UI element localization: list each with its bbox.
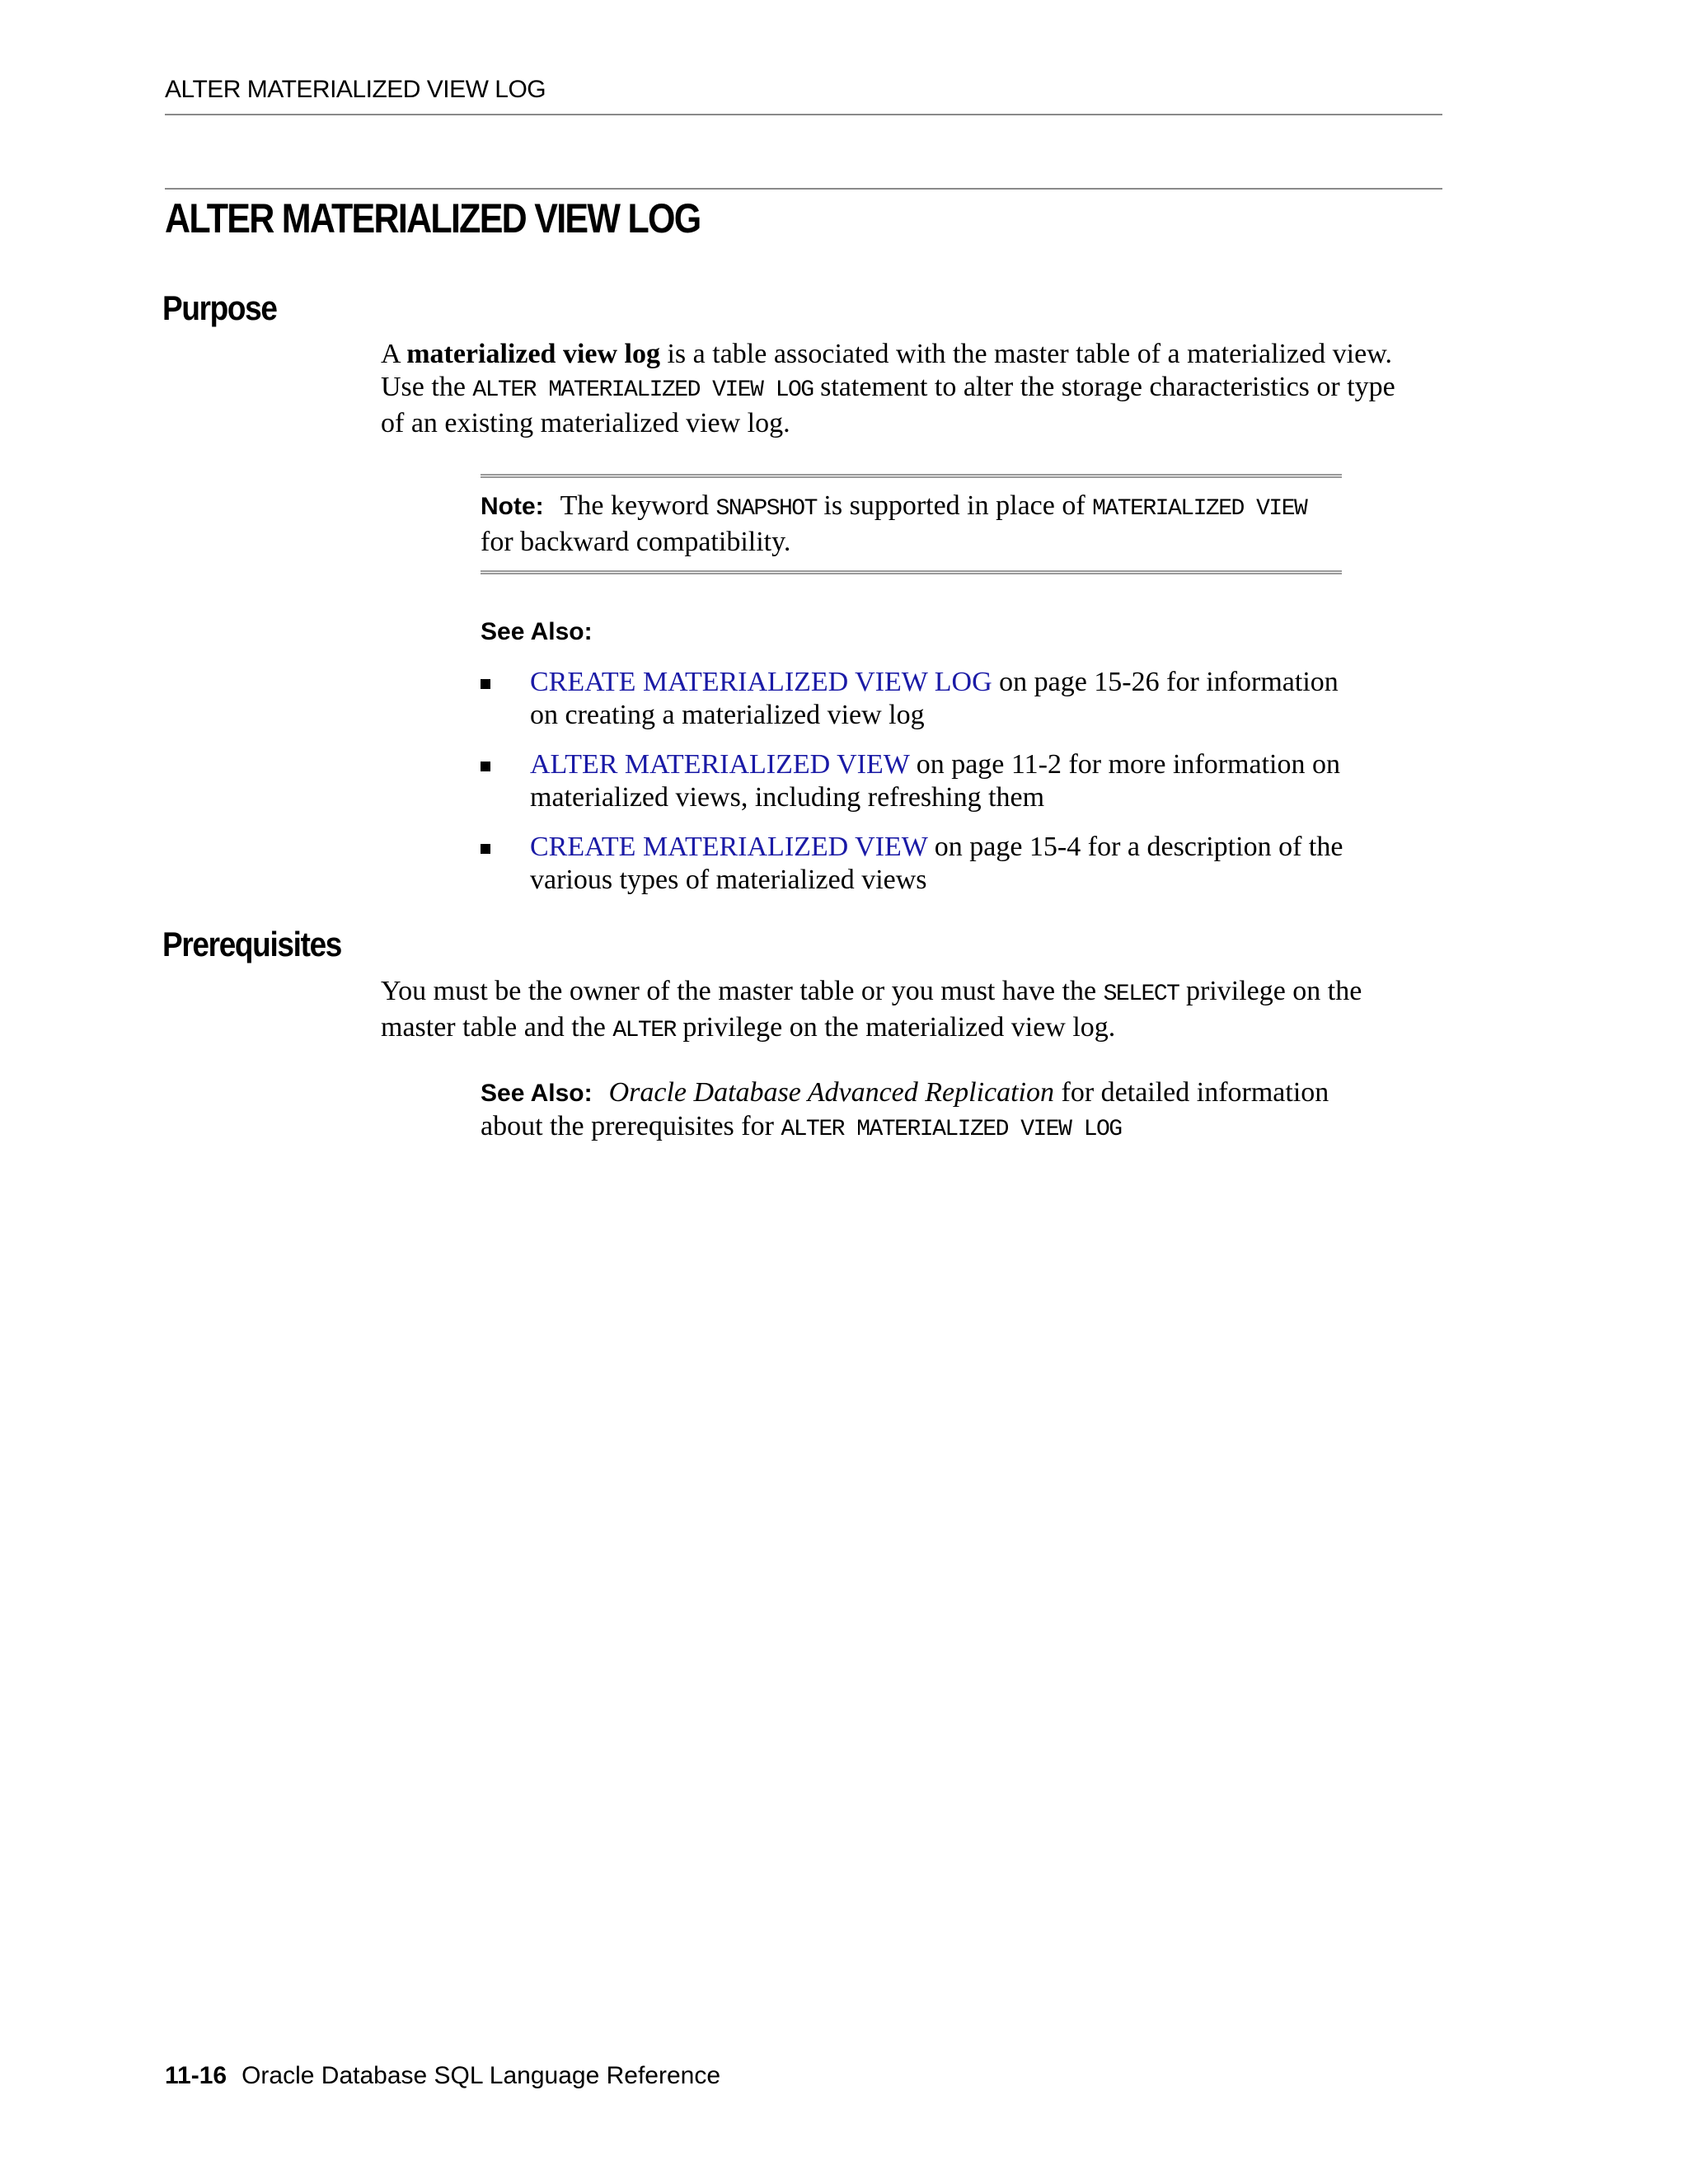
link-create-mv-log[interactable]: CREATE MATERIALIZED VIEW LOG	[530, 667, 992, 697]
title-rule	[165, 188, 1442, 190]
square-bullet-icon	[481, 844, 490, 854]
code-snapshot: SNAPSHOT	[715, 496, 817, 522]
link-create-mv[interactable]: CREATE MATERIALIZED VIEW	[530, 832, 928, 862]
code-alter-mv-log: ALTER MATERIALIZED VIEW LOG	[781, 1117, 1122, 1142]
see-also-item: ALTER MATERIALIZED VIEW on page 11-2 for more information on materialized views, including refreshing them	[481, 748, 1354, 814]
purpose-heading: Purpose	[162, 288, 277, 327]
prerequisites-heading: Prerequisites	[162, 925, 342, 963]
see-also-list	[481, 666, 1354, 913]
code-alter: ALTER	[612, 1018, 676, 1043]
prerequisites-paragraph: You must be the owner of the master table or you must have the SELECT privilege on the master table and the ALTER privilege on the materialized view log.	[381, 976, 1362, 1043]
square-bullet-icon	[481, 762, 490, 771]
note-label: Note:	[481, 493, 544, 520]
term-materialized-view-log: materialized view log	[406, 339, 660, 369]
running-header: ALTER MATERIALIZED VIEW LOG	[165, 76, 1442, 115]
see-also-label: See Also:	[481, 1080, 593, 1107]
book-title: Oracle Database SQL Language Reference	[241, 2062, 721, 2089]
code-materialized-view: MATERIALIZED VIEW	[1092, 496, 1307, 522]
link-alter-mv[interactable]: ALTER MATERIALIZED VIEW	[530, 749, 910, 780]
see-also-label: See Also:	[481, 618, 593, 645]
see-also-item: CREATE MATERIALIZED VIEW on page 15-4 for a description of the various types of materialized views	[481, 831, 1354, 897]
page-number: 11-16	[165, 2062, 227, 2089]
code-alter-mv-log: ALTER MATERIALIZED VIEW LOG	[472, 377, 814, 403]
purpose-paragraph: A materialized view log is a table associated with the master table of a materialized view. Use the ALTER MATERIALIZED VIEW LOG statement to alter the storage characteristics or type of an existing materialized view log.	[381, 339, 1395, 438]
code-select: SELECT	[1103, 982, 1179, 1007]
page-footer	[165, 2062, 720, 2090]
note-box	[481, 474, 1342, 574]
book-reference: Oracle Database Advanced Replication	[608, 1077, 1055, 1108]
square-bullet-icon	[481, 679, 490, 689]
see-also-item: CREATE MATERIALIZED VIEW LOG on page 15-26 for information on creating a materialized view log	[481, 666, 1354, 732]
prerequisites-see-also: See Also: Oracle Database Advanced Replication for detailed information about the prerequisites for ALTER MATERIALIZED VIEW LOG	[481, 1077, 1329, 1142]
page-title: ALTER MATERIALIZED VIEW LOG	[165, 195, 701, 241]
note-text: Note: The keyword SNAPSHOT is supported in place of MATERIALIZED VIEW for backward compatibility.	[481, 490, 1307, 557]
